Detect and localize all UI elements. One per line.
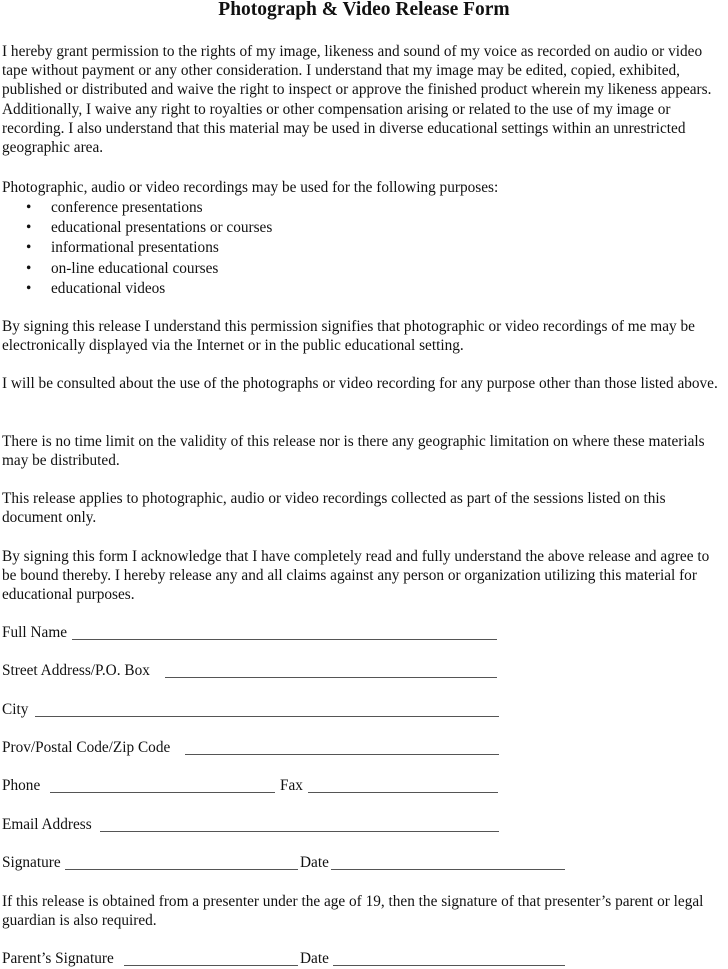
bullet-icon: • [26,219,32,237]
city-field[interactable] [2,700,500,720]
postal-code-line[interactable] [185,754,499,755]
minor-paragraph: If this release is obtained from a presenter under the age of 19, then the signature of that presenter’s parent or legal guardian is also required. [2,893,704,930]
signature-label: Signature [2,854,61,871]
bullet-icon: • [26,239,32,257]
fax-label: Fax [280,777,303,794]
list-item: • conference presentations [0,198,272,218]
phone-label: Phone [2,777,41,794]
postal-code-label: Prov/Postal Code/Zip Code [2,739,171,756]
email-label: Email Address [2,816,92,833]
date-label: Date [300,854,329,871]
phone-field[interactable] [2,776,276,796]
parent-date-line[interactable] [333,965,565,966]
list-item: • educational presentations or courses [0,218,272,238]
parent-date-label: Date [300,950,329,967]
purposes-intro: Photographic, audio or video recordings may be used for the following purposes: [2,179,499,196]
fax-field[interactable] [280,776,498,796]
consulted-paragraph: I will be consulted about the use of the photographs or video recording for any purpose other than those listed above. [2,375,718,392]
date-line[interactable] [331,869,565,870]
street-address-label: Street Address/P.O. Box [2,662,150,679]
date-field[interactable] [300,853,566,873]
full-name-label: Full Name [2,624,68,641]
purposes-list [0,198,272,299]
parent-signature-label: Parent’s Signature [2,950,114,967]
bullet-icon: • [26,259,32,277]
signature-field[interactable] [2,853,300,873]
bullet-icon: • [26,279,32,297]
city-label: City [2,701,29,718]
email-line[interactable] [100,831,499,832]
full-name-field[interactable] [2,623,498,643]
phone-line[interactable] [50,792,275,793]
time-limit-paragraph: There is no time limit on the validity of this release nor is there any geographic limitation on where these materials may be distributed. [2,433,705,470]
fax-line[interactable] [308,792,498,793]
acknowledge-paragraph: By signing this form I acknowledge that I have completely read and fully understand the above release and agree to be bound thereby. I hereby release any and all claims against any person or organization utilizing this material for educational purposes. [2,548,710,604]
list-item: • informational presentations [0,238,272,258]
bullet-icon: • [26,199,32,216]
signing-paragraph: By signing this release I understand this permission signifies that photographic or video recordings of me may be electronically displayed via the Internet or in the public educational setting. [2,318,695,355]
parent-date-field[interactable] [300,949,566,969]
list-item: • on-line educational courses [0,259,272,279]
full-name-line[interactable] [72,639,497,640]
intro-paragraph: I hereby grant permission to the rights of my image, likeness and sound of my voice as recorded on audio or video tape without payment or any other consideration. I understand that my image may be edited, copied, exhibited, published or distributed and waive the right to inspect or approve the finished product wherein my likeness appears. Additionally, I waive any right to royalties or other compensation arising or related to the use of my image or recording. I also understand that this material may be used in diverse educational settings within an unrestricted geographic area. [2,43,712,157]
email-field[interactable] [2,815,500,835]
street-address-line[interactable] [165,677,497,678]
street-address-field[interactable] [2,661,498,681]
postal-code-field[interactable] [2,738,500,758]
city-line[interactable] [35,716,499,717]
parent-signature-field[interactable] [2,949,300,969]
form-title: Photograph & Video Release Form [218,0,510,20]
signature-line[interactable] [65,869,298,870]
parent-signature-line[interactable] [124,965,298,966]
list-item: • educational videos [0,279,272,299]
applies-paragraph: This release applies to photographic, audio or video recordings collected as part of the sessions listed on this document only. [2,490,666,527]
